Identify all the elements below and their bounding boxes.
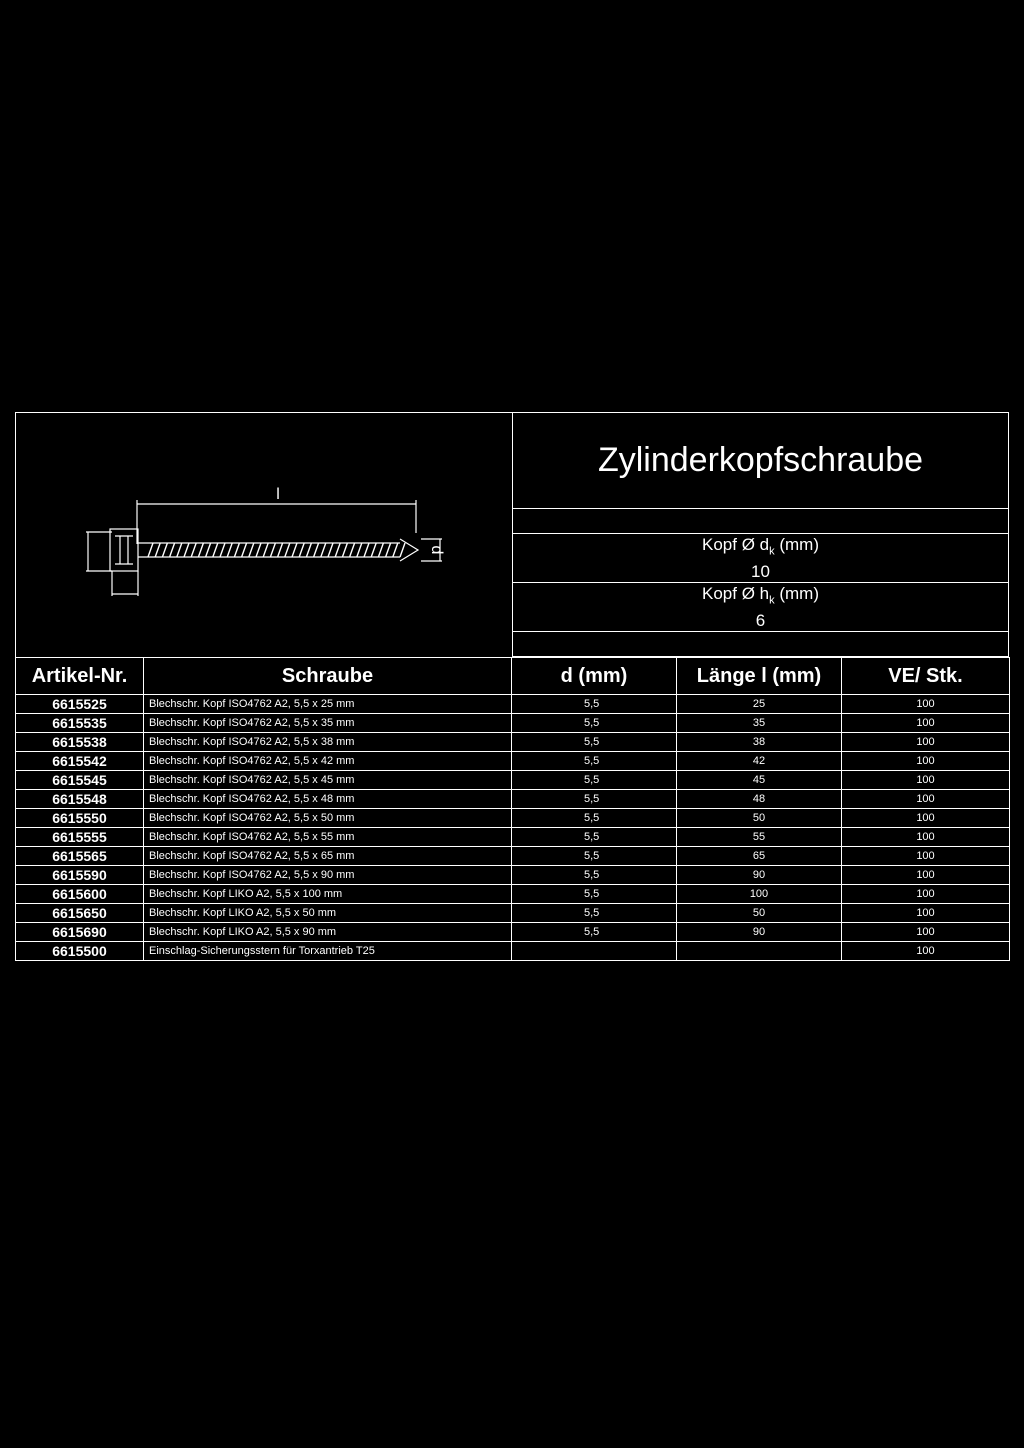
laenge: 65 <box>677 847 842 866</box>
d-mm <box>512 942 677 961</box>
artikel-nr: 6615545 <box>16 771 144 790</box>
thread-line <box>378 543 383 557</box>
thread-line <box>400 543 405 557</box>
schraube: Blechschr. Kopf LIKO A2, 5,5 x 50 mm <box>144 904 512 923</box>
length-label: l <box>276 486 280 503</box>
schraube: Blechschr. Kopf ISO4762 A2, 5,5 x 65 mm <box>144 847 512 866</box>
thread-line <box>256 543 261 557</box>
thread-line <box>234 543 239 557</box>
artikel-nr: 6615650 <box>16 904 144 923</box>
ve-stk: 100 <box>842 695 1010 714</box>
laenge: 100 <box>677 885 842 904</box>
thread-line <box>155 543 160 557</box>
d-mm: 5,5 <box>512 714 677 733</box>
schraube: Blechschr. Kopf LIKO A2, 5,5 x 100 mm <box>144 885 512 904</box>
ve-stk: 100 <box>842 866 1010 885</box>
schraube: Einschlag-Sicherungsstern für Torxantrieb T25 <box>144 942 512 961</box>
schraube: Blechschr. Kopf ISO4762 A2, 5,5 x 55 mm <box>144 828 512 847</box>
thread-line <box>364 543 369 557</box>
kopf-dk-label: Kopf Ø d <box>702 535 770 555</box>
schraube: Blechschr. Kopf ISO4762 A2, 5,5 x 48 mm <box>144 790 512 809</box>
table-row <box>16 923 1010 942</box>
kopf-dk-cell <box>513 534 1008 583</box>
thread-line <box>227 543 232 557</box>
d-mm: 5,5 <box>512 866 677 885</box>
ve-stk: 100 <box>842 885 1010 904</box>
laenge: 35 <box>677 714 842 733</box>
table-row <box>16 866 1010 885</box>
divider <box>513 632 1008 657</box>
product-table <box>15 657 1010 961</box>
thread-line <box>285 543 290 557</box>
artikel-nr: 6615600 <box>16 885 144 904</box>
d-mm: 5,5 <box>512 809 677 828</box>
thread-line <box>314 543 319 557</box>
laenge: 55 <box>677 828 842 847</box>
artikel-nr: 6615555 <box>16 828 144 847</box>
table-row <box>16 809 1010 828</box>
header-info <box>513 413 1008 657</box>
thread-line <box>321 543 326 557</box>
col-laenge: Länge l (mm) <box>677 658 842 695</box>
thread-line <box>184 543 189 557</box>
artikel-nr: 6615565 <box>16 847 144 866</box>
artikel-nr: 6615690 <box>16 923 144 942</box>
kopf-hk-value: 6 <box>755 610 766 630</box>
laenge: 90 <box>677 923 842 942</box>
thread-line <box>342 543 347 557</box>
laenge: 50 <box>677 904 842 923</box>
table-row <box>16 733 1010 752</box>
kopf-hk-label: Kopf Ø h <box>702 584 770 604</box>
col-ve-stk: VE/ Stk. <box>842 658 1010 695</box>
table-header-row <box>16 658 1010 695</box>
artikel-nr: 6615525 <box>16 695 144 714</box>
thread-line <box>177 543 182 557</box>
laenge <box>677 942 842 961</box>
table-row <box>16 942 1010 961</box>
artikel-nr: 6615500 <box>16 942 144 961</box>
artikel-nr: 6615535 <box>16 714 144 733</box>
d-mm: 5,5 <box>512 923 677 942</box>
laenge: 25 <box>677 695 842 714</box>
artikel-nr: 6615538 <box>16 733 144 752</box>
thread-line <box>335 543 340 557</box>
thread-line <box>220 543 225 557</box>
d-mm: 5,5 <box>512 847 677 866</box>
d-mm: 5,5 <box>512 904 677 923</box>
laenge: 48 <box>677 790 842 809</box>
thread-line <box>206 543 211 557</box>
laenge: 90 <box>677 866 842 885</box>
thread-line <box>328 543 333 557</box>
laenge: 50 <box>677 809 842 828</box>
laenge: 42 <box>677 752 842 771</box>
ve-stk: 100 <box>842 771 1010 790</box>
table-row <box>16 771 1010 790</box>
kopf-dk-value: 10 <box>751 561 770 581</box>
table-row <box>16 695 1010 714</box>
schraube: Blechschr. Kopf ISO4762 A2, 5,5 x 45 mm <box>144 771 512 790</box>
schraube: Blechschr. Kopf ISO4762 A2, 5,5 x 35 mm <box>144 714 512 733</box>
table-row <box>16 847 1010 866</box>
kopf-hk-unit: (mm) <box>774 584 819 604</box>
thread-line <box>371 543 376 557</box>
screw-diagram <box>16 413 512 657</box>
divider <box>513 509 1008 534</box>
thread-line <box>350 543 355 557</box>
table-row <box>16 752 1010 771</box>
screw-drawing <box>16 413 513 657</box>
artikel-nr: 6615550 <box>16 809 144 828</box>
d-mm: 5,5 <box>512 790 677 809</box>
thread-line <box>191 543 196 557</box>
col-d-mm: d (mm) <box>512 658 677 695</box>
d-mm: 5,5 <box>512 885 677 904</box>
col-artikel-nr: Artikel-Nr. <box>16 658 144 695</box>
laenge: 45 <box>677 771 842 790</box>
ve-stk: 100 <box>842 923 1010 942</box>
kopf-hk-sub: k <box>769 594 775 607</box>
thread-line <box>386 543 391 557</box>
thread-line <box>299 543 304 557</box>
d-mm: 5,5 <box>512 733 677 752</box>
thread-line <box>393 543 398 557</box>
table-row <box>16 828 1010 847</box>
thread-line <box>270 543 275 557</box>
artikel-nr: 6615590 <box>16 866 144 885</box>
thread-line <box>148 543 153 557</box>
table-row <box>16 714 1010 733</box>
kopf-dk-unit: (mm) <box>774 535 819 555</box>
thread-line <box>213 543 218 557</box>
thread-line <box>162 543 167 557</box>
table-row <box>16 904 1010 923</box>
thread-line <box>198 543 203 557</box>
col-schraube: Schraube <box>144 658 512 695</box>
thread-line <box>357 543 362 557</box>
thread-line <box>249 543 254 557</box>
d-mm: 5,5 <box>512 695 677 714</box>
artikel-nr: 6615542 <box>16 752 144 771</box>
ve-stk: 100 <box>842 942 1010 961</box>
product-title: Zylinderkopfschraube <box>513 413 1008 509</box>
ve-stk: 100 <box>842 790 1010 809</box>
ve-stk: 100 <box>842 733 1010 752</box>
thread-line <box>263 543 268 557</box>
ve-stk: 100 <box>842 714 1010 733</box>
thread-line <box>278 543 283 557</box>
product-sheet <box>15 412 1009 961</box>
ve-stk: 100 <box>842 752 1010 771</box>
thread-line <box>170 543 175 557</box>
schraube: Blechschr. Kopf ISO4762 A2, 5,5 x 90 mm <box>144 866 512 885</box>
kopf-dk-sub: k <box>769 545 775 558</box>
schraube: Blechschr. Kopf ISO4762 A2, 5,5 x 50 mm <box>144 809 512 828</box>
artikel-nr: 6615548 <box>16 790 144 809</box>
diameter-label: d <box>428 545 445 555</box>
schraube: Blechschr. Kopf ISO4762 A2, 5,5 x 25 mm <box>144 695 512 714</box>
ve-stk: 100 <box>842 847 1010 866</box>
kopf-hk-cell <box>513 583 1008 632</box>
laenge: 38 <box>677 733 842 752</box>
thread-line <box>292 543 297 557</box>
d-mm: 5,5 <box>512 752 677 771</box>
d-mm: 5,5 <box>512 828 677 847</box>
schraube: Blechschr. Kopf LIKO A2, 5,5 x 90 mm <box>144 923 512 942</box>
thread-line <box>306 543 311 557</box>
table-row <box>16 790 1010 809</box>
ve-stk: 100 <box>842 828 1010 847</box>
ve-stk: 100 <box>842 809 1010 828</box>
table-row <box>16 885 1010 904</box>
schraube: Blechschr. Kopf ISO4762 A2, 5,5 x 42 mm <box>144 752 512 771</box>
header-block <box>15 412 1009 657</box>
d-mm: 5,5 <box>512 771 677 790</box>
ve-stk: 100 <box>842 904 1010 923</box>
thread-line <box>242 543 247 557</box>
schraube: Blechschr. Kopf ISO4762 A2, 5,5 x 38 mm <box>144 733 512 752</box>
